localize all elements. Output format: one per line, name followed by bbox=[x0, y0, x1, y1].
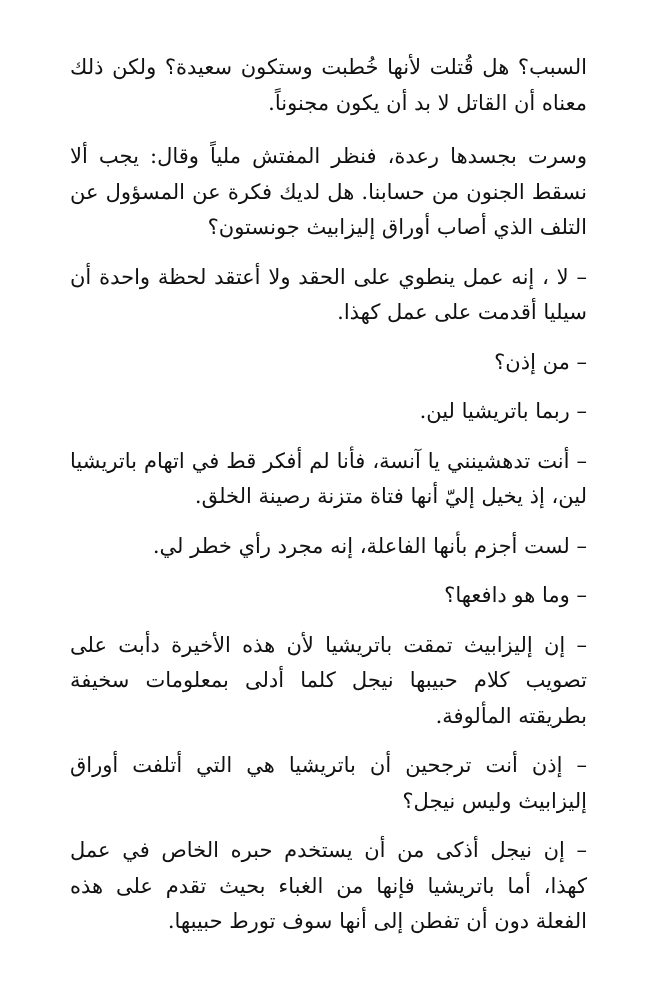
paragraph-10: – إذن أنت ترجحين أن باتريشيا هي التي أتلفت أوراق إليزابيث وليس نيجل؟ bbox=[70, 753, 587, 813]
paragraph-2: وسرت بجسدها رعدة، فنظر المفتش ملياً وقال: يجب ألا نسقط الجنون من حسابنا. هل لديك فكرة عن المسؤول عن التلف الذي أصاب أوراق إليزابيث جونستون؟ bbox=[70, 144, 587, 239]
paragraph-5: – ربما باتريشيا لين. bbox=[419, 399, 587, 423]
paragraph-7: – لست أجزم بأنها الفاعلة، إنه مجرد رأي خطر لي. bbox=[152, 533, 587, 558]
paragraph-11: – إن نيجل أذكى من أن يستخدم حبره الخاص في عمل كهذا، أما باتريشيا فإنها من الغباء بحيث تقدم على هذه الفعلة دون أن تفطن إلى أنها سوف تورط حبيبها. bbox=[70, 838, 587, 933]
paragraph-6: – أنت تدهشينني يا آنسة، فأنا لم أفكر قط في اتهام باتريشيا لين، إذ يخيل إليّ أنها فتاة متزنة رصينة الخلق. bbox=[70, 448, 587, 508]
paragraph-4: – من إذن؟ bbox=[494, 349, 587, 374]
paragraph-3: – لا ، إنه عمل ينطوي على الحقد ولا أعتقد لحظة واحدة أن سيليا أقدمت على عمل كهذا. bbox=[70, 264, 587, 324]
paragraph-9: – إن إليزابيث تمقت باتريشيا لأن هذه الأخيرة دأبت على تصويب كلام حبيبها نيجل كلما أدلى بمعلومات سخيفة بطريقته المألوفة. bbox=[70, 632, 587, 728]
paragraph-8: – وما هو دافعها؟ bbox=[444, 583, 587, 607]
paragraph-1: السبب؟ هل قُتلت لأنها خُطبت وستكون سعيدة؟ ولكن ذلك معناه أن القاتل لا بد أن يكون مجنوناً. bbox=[70, 55, 587, 115]
